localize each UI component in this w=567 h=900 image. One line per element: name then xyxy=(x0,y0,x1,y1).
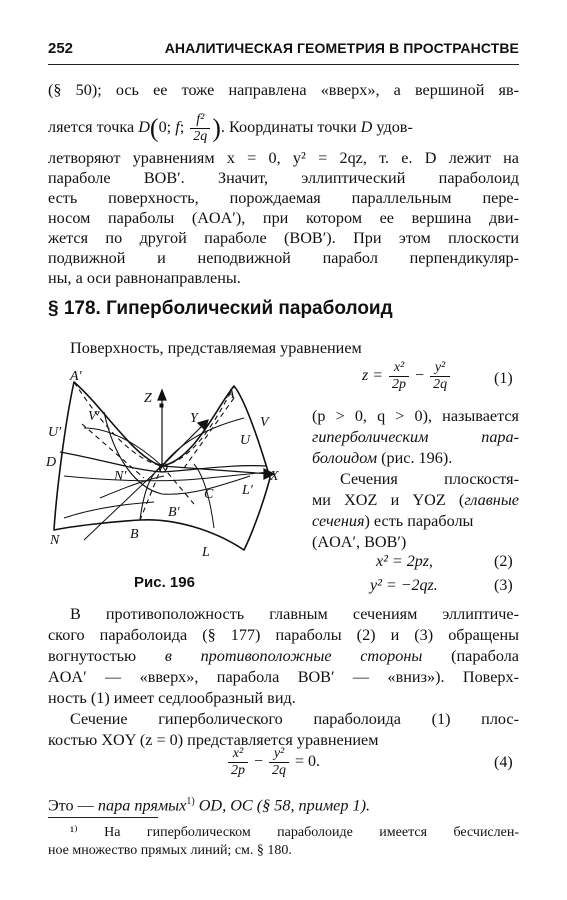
text-line: Это — пара прямых$^{1)}$ OD, OC (§ 58, пример 1). xyxy=(48,796,371,815)
section-heading: § 178. Гиперболический параболоид xyxy=(48,298,393,319)
footnote-rule xyxy=(48,817,158,818)
text-line: Поверхность, представляемая уравнением xyxy=(70,339,362,357)
text-line: есть поверхность, порождаемая параллельным пере- xyxy=(48,189,519,207)
text-line: ность (1) имеет седлообразный вид. xyxy=(48,689,296,707)
footnote-line: ¹⁾ На гиперболическом параболоиде имеется бесчислен- xyxy=(70,825,519,840)
label-A-prime: A′ xyxy=(70,369,82,384)
text-line: В противоположность главным сечениям эллиптиче- xyxy=(70,605,519,623)
label-O: O xyxy=(158,461,169,476)
equation-4: $\frac{\text{x²}}{2p}$ − $\frac{\text{y²}}{2q}$ = 0. xyxy=(226,746,320,779)
label-Y: Y xyxy=(190,411,198,426)
label-A: A xyxy=(226,387,235,402)
text-line: (§ 50); ось ее тоже направлена «вверх», а вершиной яв- xyxy=(48,81,519,99)
text-line-with-formula: ляется точка D(0; f; $\frac{\text{f²}}{2q}$ ). Координаты точки D удов- xyxy=(48,112,413,144)
text-line: подвижной и неподвижной парабол перпендикуляр- xyxy=(48,249,519,267)
text-line: летворяют уравнениям x = 0, y² = 2qz, т. е. D лежит на xyxy=(48,149,519,167)
text-line: ского параболоида (§ 177) параболы (2) и (3) обращены xyxy=(48,626,519,644)
text-line: ми XOZ и YOZ (главные xyxy=(312,491,519,509)
label-Z: Z xyxy=(144,391,152,406)
running-header: АНАЛИТИЧЕСКАЯ ГЕОМЕТРИЯ В ПРОСТРАНСТВЕ xyxy=(164,40,519,56)
text-line: Сечения плоскостя- xyxy=(340,470,519,488)
text-line: (AOA′, BOB′) xyxy=(312,533,407,551)
label-L-prime: L′ xyxy=(242,483,253,498)
label-V: V xyxy=(260,415,269,430)
text-line: носом параболы (AOA′), при котором ее вершина дви- xyxy=(48,209,519,227)
figure-196 xyxy=(44,368,296,568)
label-U: U xyxy=(240,433,251,448)
equation-number: (2) xyxy=(494,553,513,570)
text-line: сечения) есть параболы xyxy=(312,512,474,530)
label-U-prime: U′ xyxy=(48,425,62,440)
text-line: ны, а оси равнонаправлены. xyxy=(48,269,241,287)
equation-number: (1) xyxy=(494,370,513,387)
label-X: X xyxy=(270,469,279,484)
label-D: D xyxy=(46,455,57,470)
page-number: 252 xyxy=(48,40,74,57)
text-line: костью XOY (z = 0) представляется уравнением xyxy=(48,731,379,749)
equation-1: z = $\frac{\text{x²}}{2p}$ − $\frac{\text{y²}}{2q}$ xyxy=(362,360,452,393)
text-line: AOA′ — «вверх», парабола BOB′ — «вниз»). Поверх- xyxy=(48,668,519,686)
label-V-prime: V′ xyxy=(88,409,100,424)
text-line: вогнутостью в противоположные стороны (парабола xyxy=(48,647,519,665)
label-B-prime: B′ xyxy=(168,505,180,520)
text-line: Сечение гиперболического параболоида (1) плос- xyxy=(70,710,519,728)
header-rule xyxy=(48,64,519,65)
text-line: болоидом (рис. 196). xyxy=(312,449,453,467)
fraction: $\frac{\text{f²}}{2q}$ xyxy=(190,112,210,145)
label-B: B xyxy=(130,527,139,542)
footnote-line: ное множество прямых линий; см. § 180. xyxy=(48,843,292,858)
equation-number: (3) xyxy=(494,577,513,594)
equation-number: (4) xyxy=(494,754,513,771)
label-N: N xyxy=(50,533,60,548)
label-N-prime: N′ xyxy=(114,469,127,484)
equation-3: y² = −2qz. xyxy=(370,577,438,594)
equation-2: x² = 2pz, xyxy=(376,553,433,570)
figure-caption: Рис. 196 xyxy=(134,574,195,591)
text-line: параболе BOB′. Значит, эллиптический параболоид xyxy=(48,169,519,187)
text-line: жется по другой параболе (BOB′). При этом плоскости xyxy=(48,229,519,247)
text-line: (p > 0, q > 0), называется xyxy=(312,407,519,425)
label-C: C xyxy=(204,487,214,502)
label-L: L xyxy=(202,545,210,560)
text-line: гиперболическим пара- xyxy=(312,428,519,446)
